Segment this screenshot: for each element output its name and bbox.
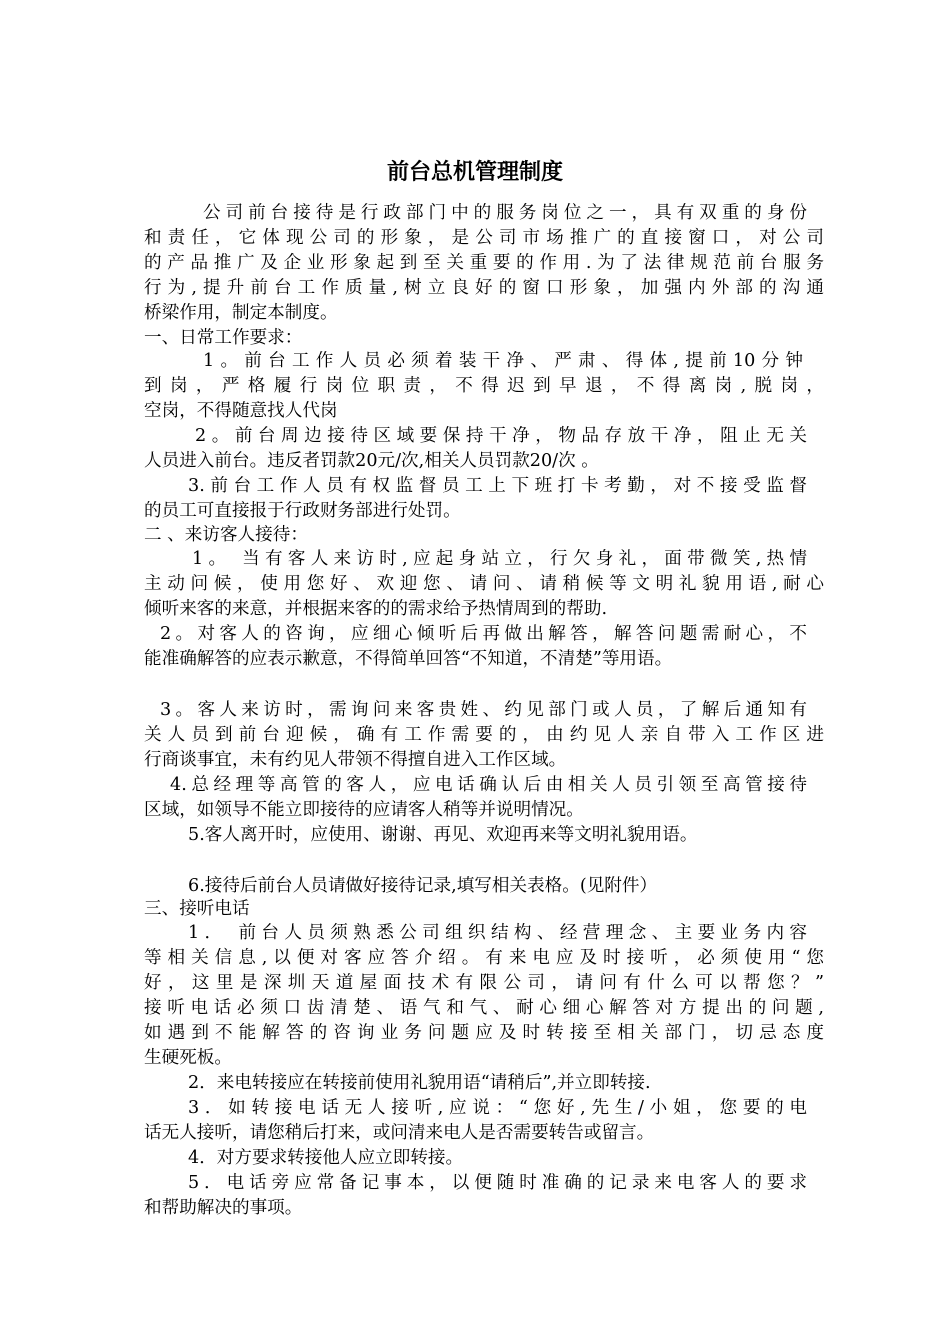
- paragraph-line: 倾听来客的来意，并根据来客的的需求给予热情周到的帮助.: [144, 599, 608, 619]
- paragraph-line: 3.前台工作人员有权监督员工上下班打卡考勤，对不接受监督: [188, 476, 807, 496]
- paragraph-line: 2。前台周边接待区域要保持干净，物品存放干净，阻止无关: [195, 426, 807, 446]
- paragraph-line: 行为,提升前台工作质量,树立良好的窗口形象，加强内外部的沟通: [144, 278, 824, 298]
- paragraph-line: 到岗，严格履行岗位职责，不得迟到早退，不得离岗,脱岗，: [144, 376, 824, 396]
- paragraph-line: 3．如转接电话无人接听,应说：“您好,先生/小姐，您要的电: [188, 1098, 807, 1118]
- paragraph-line: 关人员到前台迎候，确有工作需要的，由约见人亲自带入工作区进: [144, 725, 824, 745]
- paragraph-line: 人员进入前台。违反者罚款20元/次,相关人员罚款20/次 。: [144, 451, 599, 471]
- paragraph-line: 区域，如领导不能立即接待的应请客人稍等并说明情况。: [144, 800, 584, 820]
- paragraph-line: 公司前台接待是行政部门中的服务岗位之一，具有双重的身份: [203, 203, 807, 223]
- paragraph-line: 1． 前台人员须熟悉公司组织结构、经营理念、主要业务内容: [188, 923, 807, 943]
- paragraph-line: 的员工可直接报于行政财务部进行处罚。: [144, 501, 461, 521]
- paragraph-line: 的产品推广及企业形象起到至关重要的作用.为了法律规范前台服务: [144, 253, 824, 273]
- paragraph-line: 生硬死板。: [144, 1048, 232, 1068]
- paragraph-line: 和责任，它体现公司的形象，是公司市场推广的直接窗口，对公司: [144, 228, 824, 248]
- section-heading: 一、日常工作要求：: [144, 328, 303, 348]
- paragraph-line: 能准确解答的应表示歉意，不得简单回答“不知道，不清楚”等用语。: [144, 649, 673, 669]
- document-title: 前台总机管理制度: [386, 160, 563, 185]
- section-heading: 二 、来访客人接待：: [144, 525, 308, 545]
- paragraph-line: 行商谈事宜，未有约见人带领不得擅自进入工作区域。: [144, 750, 567, 770]
- paragraph-line: 话无人接听，请您稍后打来，或问清来电人是否需要转告或留言。: [144, 1123, 655, 1143]
- paragraph-line: 2。对客人的咨询，应细心倾听后再做出解答，解答问题需耐心，不: [160, 624, 807, 644]
- paragraph-line: 主动问候，使用您好、欢迎您、请问、请稍候等文明礼貌用语,耐心: [144, 574, 824, 594]
- section-heading: 三、接听电话: [144, 899, 250, 919]
- paragraph-line: 1。前台工作人员必须着装干净、严肃、得体,提前10分钟: [203, 351, 803, 371]
- paragraph-line: 2．来电转接应在转接前使用礼貌用语“请稍后”,并立即转接.: [188, 1073, 651, 1093]
- paragraph-line: 1。 当有客人来访时,应起身站立，行欠身礼，面带微笑,热情: [192, 549, 807, 569]
- paragraph-line: 如遇到不能解答的咨询业务问题应及时转接至相关部门，切忌态度: [144, 1023, 824, 1043]
- paragraph-line: 空岗，不得随意找人代岗: [144, 401, 338, 421]
- paragraph-line: 桥梁作用，制定本制度。: [144, 303, 338, 323]
- paragraph-line: 4．对方要求转接他人应立即转接。: [188, 1148, 464, 1168]
- paragraph-line: 5．电话旁应常备记事本，以便随时准确的记录来电客人的要求: [188, 1173, 807, 1193]
- paragraph-line: 等相关信息,以便对客应答介绍。有来电应及时接听，必须使用“您: [144, 948, 824, 968]
- paragraph-line: 6.接待后前台人员请做好接待记录,填写相关表格。(见附件）: [188, 876, 658, 896]
- paragraph-line: 4.总经理等高管的客人，应电话确认后由相关人员引领至高管接待: [170, 775, 807, 795]
- paragraph-line: 3。客人来访时，需询问来客贵姓、约见部门或人员，了解后通知有: [160, 700, 807, 720]
- paragraph-line: 5.客人离开时，应使用、谢谢、再见、欢迎再来等文明礼貌用语。: [188, 825, 698, 845]
- paragraph-line: 好，这里是深圳天道屋面技术有限公司，请问有什么可以帮您？”: [144, 973, 824, 993]
- paragraph-line: 接听电话必须口齿清楚、语气和气、耐心细心解答对方提出的问题,: [144, 998, 824, 1018]
- paragraph-line: 和帮助解决的事项。: [144, 1198, 303, 1218]
